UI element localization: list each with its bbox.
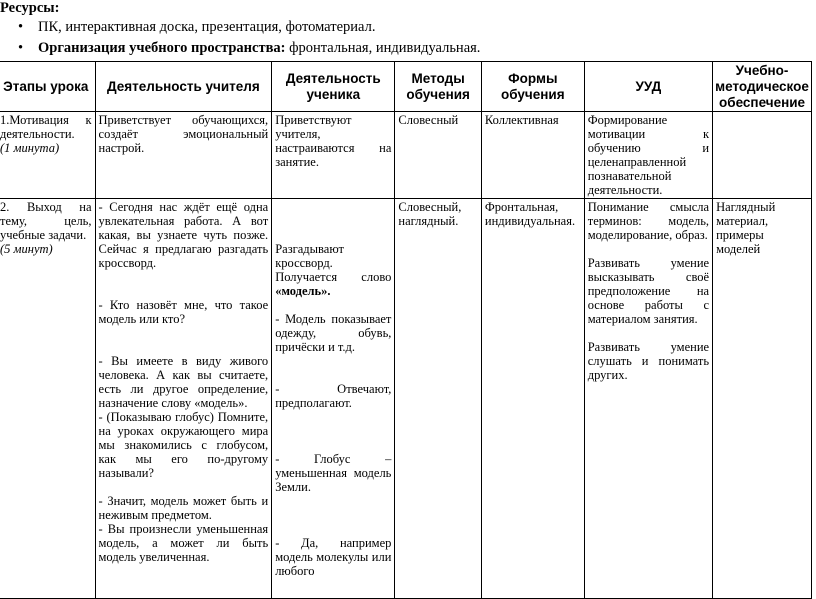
lesson-plan-table: [0, 61, 812, 599]
cell-student: Приветствуют учителя, настраиваются на занятие.: [272, 112, 395, 199]
student-paragraph: - Глобус – уменьшенная модель Земли.: [275, 452, 392, 494]
resources-heading: Ресурсы:: [0, 0, 60, 16]
stage-text-a: 1.Мотивация: [0, 113, 69, 127]
organization-label: Организация учебного пространства:: [38, 40, 286, 56]
cell-uud: Формирование мотивации к обучению и целенаправленной познавательной деятельности.: [584, 112, 712, 199]
teacher-paragraph: - Вы имеете в виду живого человека. А как вы считаете, есть ли другое определение, назначение слову «модель».: [98, 354, 269, 410]
teacher-paragraph: - Сегодня нас ждёт ещё одна увлекательная работа. А вот какая, вы узнаете чуть позже. Сейчас я предлагаю разгадать кроссворд.: [98, 200, 269, 270]
bullet-icon: •: [18, 40, 24, 56]
cell-stage: [0, 199, 95, 599]
cell-methods: Словесный: [395, 112, 482, 199]
cell-forms: Фронтальная, индивидуальная.: [481, 199, 584, 599]
cell-stage: [0, 112, 95, 199]
bullet-icon: •: [18, 19, 24, 35]
cell-teacher: Приветствует обучающихся, создаёт эмоциональный настрой.: [95, 112, 272, 199]
cell-teacher: [95, 199, 272, 599]
teacher-paragraph: - (Показываю глобус) Помните, на уроках окружающего мира мы знакомились с глобусом, как мы его по-другому называли?: [98, 410, 269, 480]
header-forms: Формы обучения: [481, 62, 584, 112]
header-methods: Методы обучения: [395, 62, 482, 112]
cell-support: Наглядный материал, примеры моделей: [713, 199, 812, 599]
teacher-paragraph: - Кто назовёт мне, что такое модель или кто?: [98, 298, 269, 326]
stage-text-b: к: [85, 113, 92, 127]
header-student: Деятельность ученика: [272, 62, 395, 112]
uud-paragraph: Развивать умение высказывать своё предположение на основе работы с материалом занятия.: [587, 256, 710, 326]
organization-value: фронтальная, индивидуальная.: [285, 40, 481, 56]
table-header-row: [0, 62, 812, 112]
table-row: [0, 199, 812, 599]
stage-time: (5 минут): [0, 242, 53, 256]
table-row: [0, 112, 812, 199]
cell-uud: [584, 199, 712, 599]
cell-forms: Коллективная: [481, 112, 584, 199]
header-support: Учебно-методическое обеспечение: [713, 62, 812, 112]
header-uud: УУД: [584, 62, 712, 112]
uud-paragraph: Развивать умение слушать и понимать других.: [587, 340, 710, 382]
uud-paragraph: Понимание смысла терминов: модель, моделирование, образ.: [587, 200, 710, 242]
teacher-paragraph: - Значит, модель может быть и неживым предметом.: [98, 494, 269, 522]
organization-text: [38, 40, 480, 57]
stage-time: (1 минута): [0, 141, 60, 155]
student-paragraph: - Отвечают, предполагают.: [275, 382, 392, 410]
student-paragraph: Получается слово: [275, 270, 392, 284]
cell-methods: Словесный, наглядный.: [395, 199, 482, 599]
resources-item-text: ПК, интерактивная доска, презентация, фотоматериал.: [38, 19, 376, 35]
cell-student: [272, 199, 395, 599]
header-stages: Этапы урока: [0, 62, 95, 112]
teacher-paragraph: - Вы произнесли уменьшенная модель, а может ли быть модель увеличенная.: [98, 522, 269, 564]
cell-support: [713, 112, 812, 199]
header-teacher: Деятельность учителя: [95, 62, 272, 112]
stage-text-c: деятельности.: [0, 127, 75, 141]
student-paragraph: - Да, например модель молекулы или любого: [275, 536, 392, 578]
student-keyword: «модель».: [275, 284, 331, 298]
student-paragraph: - Модель показывает одежду, обувь, причёски и т.д.: [275, 312, 392, 354]
student-paragraph: Разгадывают кроссворд.: [275, 242, 344, 270]
stage-text: 2. Выход на тему, цель, учебные задачи.: [0, 200, 92, 242]
